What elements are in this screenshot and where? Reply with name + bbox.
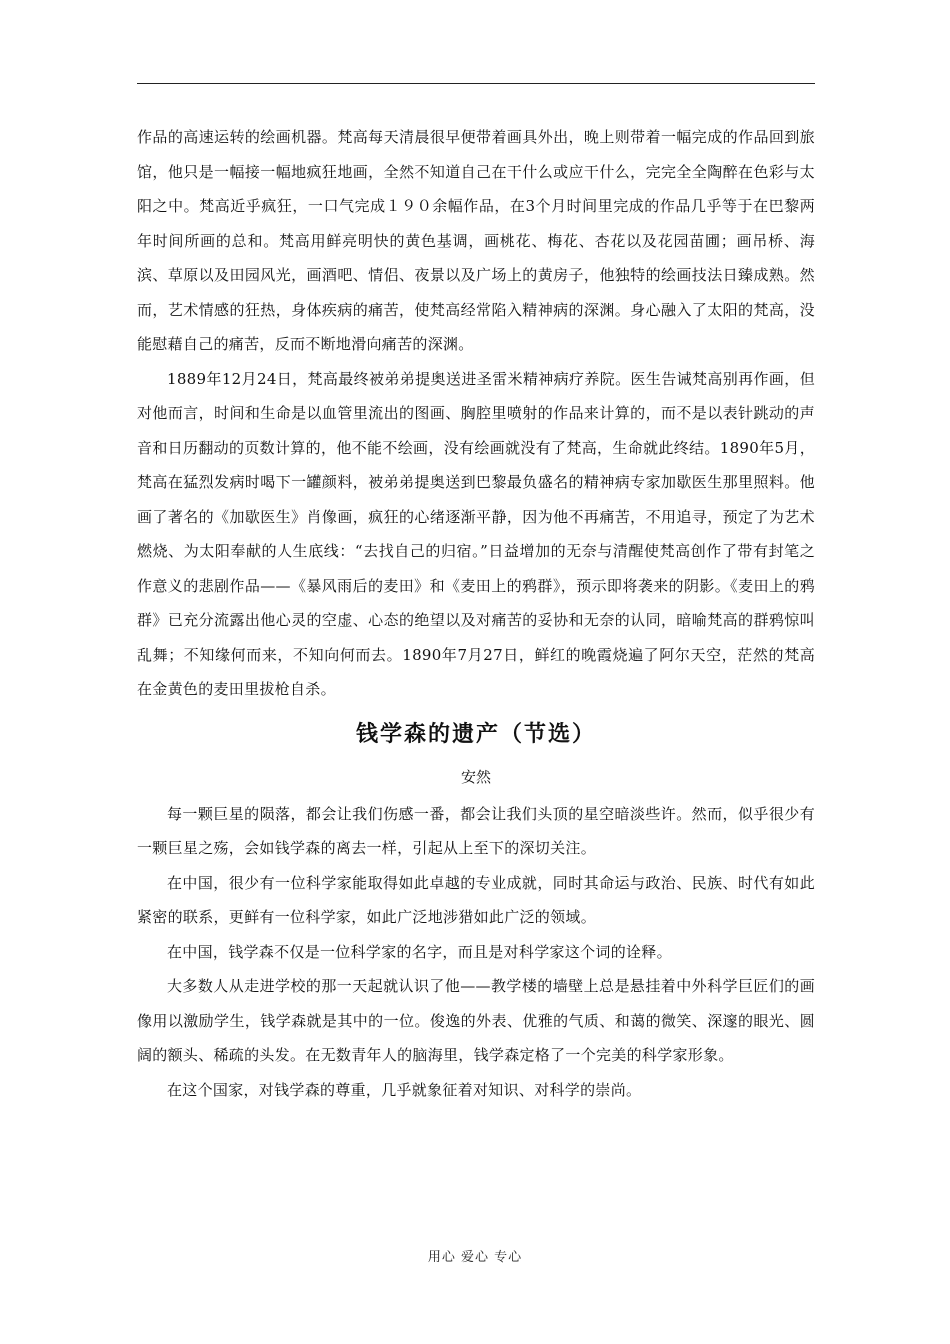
header-rule xyxy=(137,83,815,84)
article2-title: 钱学森的遗产（节选） xyxy=(355,721,596,747)
article2-paragraph-5: 在这个国家，对钱学森的尊重，几乎就象征着对知识、对科学的崇尚。 xyxy=(167,1080,642,1099)
article2-author: 安然 xyxy=(460,767,491,786)
article2-paragraph-1: 每一颗巨星的陨落，都会让我们伤感一番，都会让我们头顶的星空暗淡些许。然而，似乎很少有一颗巨星之殇，会如钱学森的离去一样，引起从上至下的深切关注。 xyxy=(137,804,815,857)
page-footer: 用心 爱心 专心 xyxy=(427,1250,523,1265)
article2-paragraph-3: 在中国，钱学森不仅是一位科学家的名字，而且是对科学家这个词的诠释。 xyxy=(167,942,672,961)
article2-paragraph-4: 大多数人从走进学校的那一天起就认识了他——教学楼的墙壁上总是悬挂着中外科学巨匠们的画像用以激励学生，钱学森就是其中的一位。俊逸的外表、优雅的气质、和蔼的微笑、深邃的眼光、圆阔的额头、稀疏的头发。在无数青年人的脑海里，钱学森定格了一个完美的科学家形象。 xyxy=(137,977,815,1064)
article1-paragraph-2: 1889年12月24日，梵高最终被弟弟提奥送进圣雷米精神病疗养院。医生告诫梵高别再作画，但对他而言，时间和生命是以血管里流出的图画、胸腔里喷射的作品来计算的，而不是以表针跳动的声音和日历翻动的页数计算的，他不能不绘画，没有绘画就没有了梵高，生命就此终结。1890年5月，梵高在猛烈发病时喝下一罐颜料，被弟弟提奥送到巴黎最负盛名的精神病专家加歇医生那里照料。他画了著名的《加歇医生》肖像画，疯狂的心绪逐渐平静，因为他不再痛苦，不用追寻，预定了为艺术燃烧、为太阳奉献的人生底线：“去找自己的归宿。”日益增加的无奈与清醒使梵高创作了带有封笔之作意义的悲剧作品——《暴风雨后的麦田》和《麦田上的鸦群》，预示即将袭来的阴影。《麦田上的鸦群》已充分流露出他心灵的空虚、心态的绝望以及对痛苦的妥协和无奈的认同，暗喻梵高的群鸦惊叫乱舞；不知缘何而来，不知向何而去。1890年7月27日，鲜红的晚霞烧遍了阿尔天空，茫然的梵高在金黄色的麦田里拔枪自杀。 xyxy=(137,369,815,698)
article1-paragraph-1: 作品的高速运转的绘画机器。梵高每天清晨很早便带着画具外出，晚上则带着一幅完成的作品回到旅馆，他只是一幅接一幅地疯狂地画，全然不知道自己在干什么或应干什么，完完全全陶醉在色彩与太阳之中。梵高近乎疯狂，一口气完成１９０余幅作品，在3个月时间里完成的作品几乎等于在巴黎两年时间所画的总和。梵高用鲜亮明快的黄色基调，画桃花、梅花、杏花以及花园苗圃；画吊桥、海滨、草原以及田园风光，画酒吧、情侣、夜景以及广场上的黄房子，他独特的绘画技法日臻成熟。然而，艺术情感的狂热，身体疾病的痛苦，使梵高经常陷入精神病的深渊。身心融入了太阳的梵高，没能慰藉自己的痛苦，反而不断地滑向痛苦的深渊。 xyxy=(137,128,815,353)
article2-paragraph-2: 在中国，很少有一位科学家能取得如此卓越的专业成就，同时其命运与政治、民族、时代有如此紧密的联系，更鲜有一位科学家，如此广泛地涉猎如此广泛的领域。 xyxy=(137,873,815,926)
document-body xyxy=(137,120,815,1107)
